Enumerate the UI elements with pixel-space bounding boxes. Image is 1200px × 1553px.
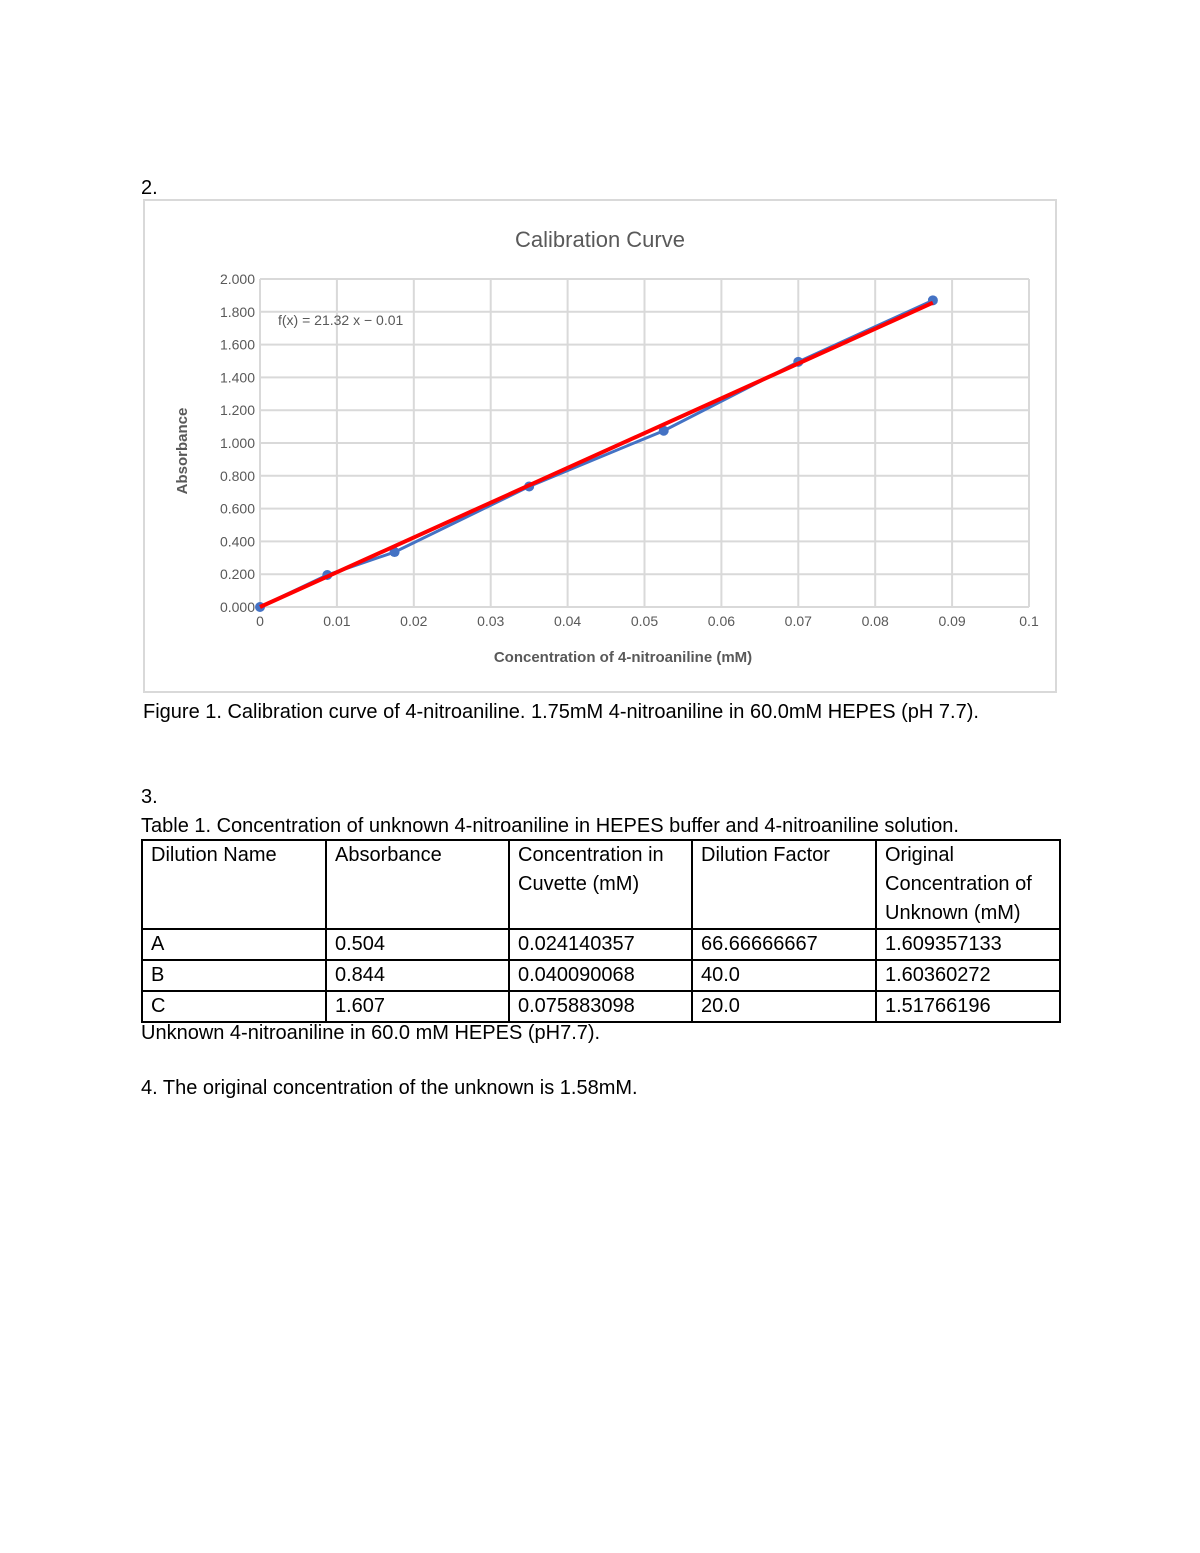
section-3-label: 3. [141,786,158,808]
cell-concentration-cuvette: 0.024140357 [509,929,692,960]
cell-dilution-factor: 40.0 [692,960,876,991]
answer-4: 4. The original concentration of the unknown is 1.58mM. [141,1077,638,1099]
y-tick-label: 1.000 [219,435,255,451]
calibration-chart [143,199,1057,693]
y-tick-label: 0.200 [219,566,255,583]
y-tick-label: 1.800 [219,303,255,320]
table-row [142,991,1060,1022]
x-tick-label: 0 [256,613,264,629]
header-dilution-factor: Dilution Factor [692,840,876,929]
x-tick-label: 0.1 [1019,613,1039,629]
chart-title: Calibration Curve [515,227,685,252]
x-tick-label: 0.07 [784,613,812,629]
table-row [142,929,1060,960]
cell-original-concentration: 1.60360272 [876,960,1060,991]
chart-svg [145,201,1055,691]
y-tick-label: 0.600 [219,500,255,517]
x-tick-label: 0.05 [630,613,659,629]
table-row [142,960,1060,991]
x-tick-label: 0.08 [861,613,889,629]
y-tick-label: 1.400 [219,369,255,386]
header-concentration-cuvette: Concentration in Cuvette (mM) [509,840,692,929]
cell-dilution-factor: 20.0 [692,991,876,1022]
cell-original-concentration: 1.609357133 [876,929,1060,960]
table-header-row [142,840,1060,929]
table-note: Unknown 4-nitroaniline in 60.0 mM HEPES (pH7.7). [141,1022,601,1044]
y-tick-label: 0.400 [219,533,255,550]
x-tick-label: 0.09 [938,613,966,629]
table-caption: Table 1. Concentration of unknown 4-nitroaniline in HEPES buffer and 4-nitroaniline solution. [141,815,959,837]
trendline-equation: f(x) = 21.32 x − 0.01 [278,312,404,328]
y-tick-label: 0.800 [219,467,255,484]
cell-dilution-name: A [142,929,326,960]
y-axis-label: Absorbance [174,407,191,495]
cell-concentration-cuvette: 0.040090068 [509,960,692,991]
header-dilution-name: Dilution Name [142,840,326,929]
y-tick-label: 2.000 [219,271,255,287]
cell-concentration-cuvette: 0.075883098 [509,991,692,1022]
x-axis-label: Concentration of 4-nitroaniline (mM) [493,649,753,666]
x-tick-label: 0.02 [400,613,428,629]
section-2-label: 2. [141,177,158,199]
x-tick-label: 0.03 [477,613,505,629]
header-original-concentration: Original Concentration of Unknown (mM) [876,840,1060,929]
cell-dilution-name: B [142,960,326,991]
cell-absorbance: 1.607 [326,991,509,1022]
cell-absorbance: 0.844 [326,960,509,991]
figure-caption: Figure 1. Calibration curve of 4-nitroaniline. 1.75mM 4-nitroaniline in 60.0mM HEPES (pH 7.7). [143,701,979,723]
x-tick-label: 0.06 [707,613,736,629]
cell-absorbance: 0.504 [326,929,509,960]
cell-dilution-name: C [142,991,326,1022]
trendline [260,303,933,607]
y-tick-label: 1.600 [219,336,255,353]
x-tick-label: 0.04 [553,613,582,629]
header-absorbance: Absorbance [326,840,509,929]
y-tick-label: 0.000 [219,599,255,615]
results-table [141,839,1061,1023]
cell-original-concentration: 1.51766196 [876,991,1060,1022]
x-tick-label: 0.01 [323,613,351,629]
y-tick-label: 1.200 [219,402,255,419]
cell-dilution-factor: 66.66666667 [692,929,876,960]
